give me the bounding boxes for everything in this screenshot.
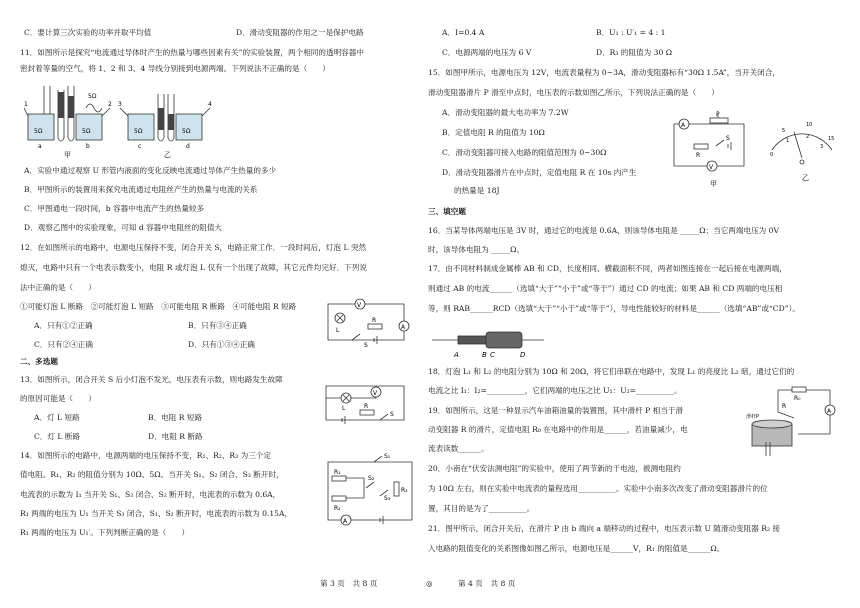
q13-v: V xyxy=(373,390,378,397)
q15-tick-2: 2 xyxy=(806,134,810,140)
q14-figure xyxy=(324,448,420,528)
q15-r: R xyxy=(696,152,701,159)
q11-r5-label: 5Ω xyxy=(88,93,97,100)
q20-stem-3: 置，其目的是为了__________。 xyxy=(428,504,535,513)
q17-c: C xyxy=(490,351,495,359)
q17-figure xyxy=(428,326,548,360)
q16-stem-2: 时，该导体电阻为 _____Ω。 xyxy=(428,245,525,254)
q18-stem-2: 电流之比 I₁：I₂=__________，它们两端的电压之比 U₁：U₂=__________。 xyxy=(428,386,682,395)
q14-a: A xyxy=(343,518,348,525)
q15-tick-0: 0 xyxy=(770,152,774,158)
q11-yi: 乙 xyxy=(164,151,171,158)
q17-stem-3: 等，则 RAB______RCD（选填“大于”“小于”或“等于”），导电性能较好的材料是______（选填“AB”或“CD”）。 xyxy=(428,304,800,313)
q19-stem-2: 动变阻器 R 的滑片，定值电阻 R₀ 在电路中的作用是______，若油量减少，电 xyxy=(428,425,688,434)
q12-stem-1: 12．在如图所示的电路中，电源电压保持不变，闭合开关 S，电路正常工作．一段时间后，灯泡 L 突然 xyxy=(20,243,367,252)
page-footer-right: 第 4 页 共 8 页 xyxy=(458,579,516,588)
q14-r3: R₃ xyxy=(401,487,408,494)
q12-figure xyxy=(324,292,418,348)
q11-option-c: C．甲图通电一段时间，b 容器中电流产生的热量较多 xyxy=(24,204,205,213)
q14-s1: S₁ xyxy=(384,453,391,460)
q11-n1: 1 xyxy=(24,101,28,108)
q11-c: c xyxy=(138,143,142,150)
q12-l: L xyxy=(336,327,340,334)
q17-stem-2: 则通过 AB 的电流______（选填“大于”“小于”或“等于”）通过 CD 的电流；如果 AB 和 CD 两端的电压相 xyxy=(428,284,783,293)
q17-d: D xyxy=(520,351,526,359)
q15-tick-5: 5 xyxy=(782,128,786,134)
q19-stem-1: 19．如图所示，这是一种显示汽车油箱油量的装置图，其中滑杆 P 相当于滑 xyxy=(428,406,684,415)
q14-stem-3: 电流表的示数为 I₁ 当开关 S₁、S₃ 闭合、S₂ 断开时，电流表的示数为 0.6A， xyxy=(20,490,281,499)
q15-tick-10: 10 xyxy=(806,122,813,128)
q11-n4: 4 xyxy=(208,101,212,108)
q19-figure xyxy=(738,384,838,460)
q15-option-d-cont: 的热量是 18J xyxy=(454,186,500,195)
q16-stem-1: 16．当某导体两端电压是 3V 时，通过它的电流是 0.6A，则该导体电阻是 _____Ω；当它两端电压为 0V xyxy=(428,226,779,235)
q11-option-a: A．实验中通过观察 U 形管内液面的变化反映电流通过导体产生热量的多少 xyxy=(24,166,277,175)
q11-n2: 2 xyxy=(108,101,112,108)
q17-a: A xyxy=(454,351,459,359)
q17-b: B xyxy=(482,351,487,359)
q14-option-d: D．R₃ 的阻值为 30 Ω xyxy=(596,48,673,57)
q11-figure xyxy=(24,78,214,158)
q12-a: A xyxy=(401,324,406,331)
q17-stem-1: 17．由不同材料制成金属棒 AB 和 CD，长度相同、横截面积不同，两者如图连接在一起后接在电源两端， xyxy=(428,264,787,273)
q13-stem-2: 的原因可能是（ ） xyxy=(20,394,96,403)
q10-option-d: D．滑动变阻器的作用之一是保护电路 xyxy=(236,28,364,37)
q12-r: R xyxy=(372,317,377,324)
q15-s: S xyxy=(726,135,730,142)
q15-p: P xyxy=(716,111,720,118)
q15-tick-3: 3 xyxy=(820,144,824,150)
q11-option-b: B．甲图所示的装置用来探究电流通过电阻丝产生的热量与电流的关系 xyxy=(24,185,258,194)
q12-items: ①可能灯泡 L 断路 ②可能灯泡 L 短路 ③可能电阻 R 断路 ④可能电阻 R 短路 xyxy=(20,302,297,311)
q10-option-c: C．要计算三次实验的功率并取平均值 xyxy=(24,28,152,37)
q14-stem-2: 值电阻。R₁、R₂ 的阻值分别为 10Ω、5Ω。当开关 S₁、S₂ 闭合、S₃ 断开时， xyxy=(20,470,284,479)
center-mark: ◎ xyxy=(426,579,433,588)
q11-r4-label: 5Ω xyxy=(182,128,191,135)
q11-a: a xyxy=(38,143,42,150)
q14-s2: S₂ xyxy=(368,475,375,482)
q20-stem-1: 20．小南在“伏安法测电阻”的实验中，使用了两节新的干电池，被测电阻约 xyxy=(428,464,681,473)
q14-option-c: C．电源两端的电压为 6 V xyxy=(442,48,532,57)
section-3-heading: 三、填空题 xyxy=(428,207,466,216)
q11-r2-label: 5Ω xyxy=(82,128,91,135)
q14-option-a: A．I=0.4 A xyxy=(442,28,485,37)
q15-jia: 甲 xyxy=(710,180,717,188)
q13-figure xyxy=(320,376,414,428)
q11-n3: 3 xyxy=(118,101,122,108)
q15-option-a: A．滑动变阻器的最大电功率为 7.2W xyxy=(442,108,569,117)
q14-option-b: B．U₁ : U′₁ = 4 : 1 xyxy=(596,28,666,37)
q13-option-d: D．电阻 R 断路 xyxy=(148,432,203,441)
q13-stem-1: 13．如图所示，闭合开关 S 后小灯泡不发光，电压表有示数，则电路发生故障 xyxy=(20,375,283,384)
q18-stem-1: 18．灯泡 L₁ 和 L₂ 的电阻分别为 10Ω 和 20Ω，将它们串联在电路中，发现 L₁ 的亮度比 L₂ 暗，通过它们的 xyxy=(428,367,795,376)
q11-r1-label: 5Ω xyxy=(34,128,43,135)
q14-s3: S₃ xyxy=(384,495,391,502)
q19-a: A xyxy=(827,408,832,415)
q15-stem-1: 15．如图甲所示，电源电压为 12V，电流表量程为 0~3A，滑动变阻器标有“30Ω 1.5A”，当开关闭合， xyxy=(428,68,780,77)
q15-option-d: D．滑动变阻器滑片在中点时，定值电阻 R 在 10s 内产生 xyxy=(442,168,637,177)
q11-b: b xyxy=(86,143,90,150)
q13-r: R xyxy=(364,403,369,410)
q15-tick-1: 1 xyxy=(786,138,790,144)
q14-stem-1: 14．如图所示的电路中，电源两端的电压保持不变，R₁、R₂、R₃ 为三个定 xyxy=(20,451,271,460)
q14-r2: R₂ xyxy=(334,505,341,512)
q13-option-b: B．电阻 R 短路 xyxy=(148,413,203,422)
q12-option-d: D．只有①③④正确 xyxy=(188,340,255,349)
q15-stem-2: 滑动变阻器滑片 P 滑至中点时，电压表的示数如图乙所示，下列说法正确的是（ ） xyxy=(428,88,719,97)
q11-option-d: D．观察乙图中的实验现象，可知 d 容器中电阻丝的阻值大 xyxy=(24,223,223,232)
q14-stem-4: R₁ 两端的电压为 U₁ 当开关 S₃ 闭合，S₁、S₂ 断开时，电流表的示数为 0.15A， xyxy=(20,509,293,518)
q11-stem-2: 密封着等量的空气，将 1、2 和 3、4 导线分别接到电源两端。下列说法不正确的是（ ） xyxy=(20,64,330,73)
q15-v: V xyxy=(709,164,714,171)
q21-stem-1: 21．图甲所示，闭合开关后，在滑片 P 由 b 端向 a 端移动的过程中，电压表示数 U 随滑动变阻器 R₂ 接 xyxy=(428,524,781,533)
q13-option-c: C．灯 L 断路 xyxy=(34,432,81,441)
q12-v: V xyxy=(357,302,362,309)
q15-option-c: C．滑动变阻器可接入电路的阻值范围为 0~30Ω xyxy=(442,148,607,157)
q15-option-b: B．定值电阻 R 的阻值为 10Ω xyxy=(442,128,545,137)
q19-stem-3: 流表读数______。 xyxy=(428,444,489,453)
q12-s: S xyxy=(364,342,368,348)
q19-r0: R₀ xyxy=(794,395,801,402)
q13-s: S xyxy=(390,411,394,418)
q13-option-a: A．灯 L 短路 xyxy=(34,413,80,422)
q19-r: R xyxy=(782,403,787,410)
q13-l: L xyxy=(342,405,346,412)
q14-stem-5: R₁ 两端的电压为 U₁′。下列判断正确的是（ ） xyxy=(20,528,190,537)
q11-r3-label: 5Ω xyxy=(134,128,143,135)
q15-figure xyxy=(668,110,838,196)
q12-option-c: C．只有②④正确 xyxy=(34,340,93,349)
section-2-heading: 二、多选题 xyxy=(20,357,58,366)
q11-stem-1: 11．如图所示是探究“电流通过导体时产生的热量与哪些因素有关”的实验装置，两个相同的透明容器中 xyxy=(20,48,364,57)
q12-option-b: B．只有③④正确 xyxy=(188,321,247,330)
q11-d: d xyxy=(186,143,190,150)
q15-a: A xyxy=(681,122,686,129)
q15-yi: 乙 xyxy=(802,174,809,182)
page-footer-left: 第 3 页 共 8 页 xyxy=(320,579,378,588)
q20-stem-2: 为 10Ω 左右，则在实验中电流表的量程选用__________。实验中小南多次改变了滑动变阻器滑片的位 xyxy=(428,484,768,493)
q21-stem-2: 入电路的阻值变化的关系图像如图乙所示，电源电压是______V，R₁ 的阻值是______Ω。 xyxy=(428,544,725,553)
q19-p: 滑杆P xyxy=(746,414,760,420)
q12-option-a: A．只有①②正确 xyxy=(34,321,93,330)
q12-stem-2: 熄灭，电路中只有一个电表示数变小，电阻 R 或灯泡 L 仅有一个出现了故障，其它元件均完好．下列说 xyxy=(20,263,367,272)
q11-jia: 甲 xyxy=(64,151,71,158)
q14-r1: R₁ xyxy=(334,469,341,476)
q12-stem-3: 法中正确的是（ ） xyxy=(20,283,96,292)
q15-tick-15: 15 xyxy=(828,136,835,142)
